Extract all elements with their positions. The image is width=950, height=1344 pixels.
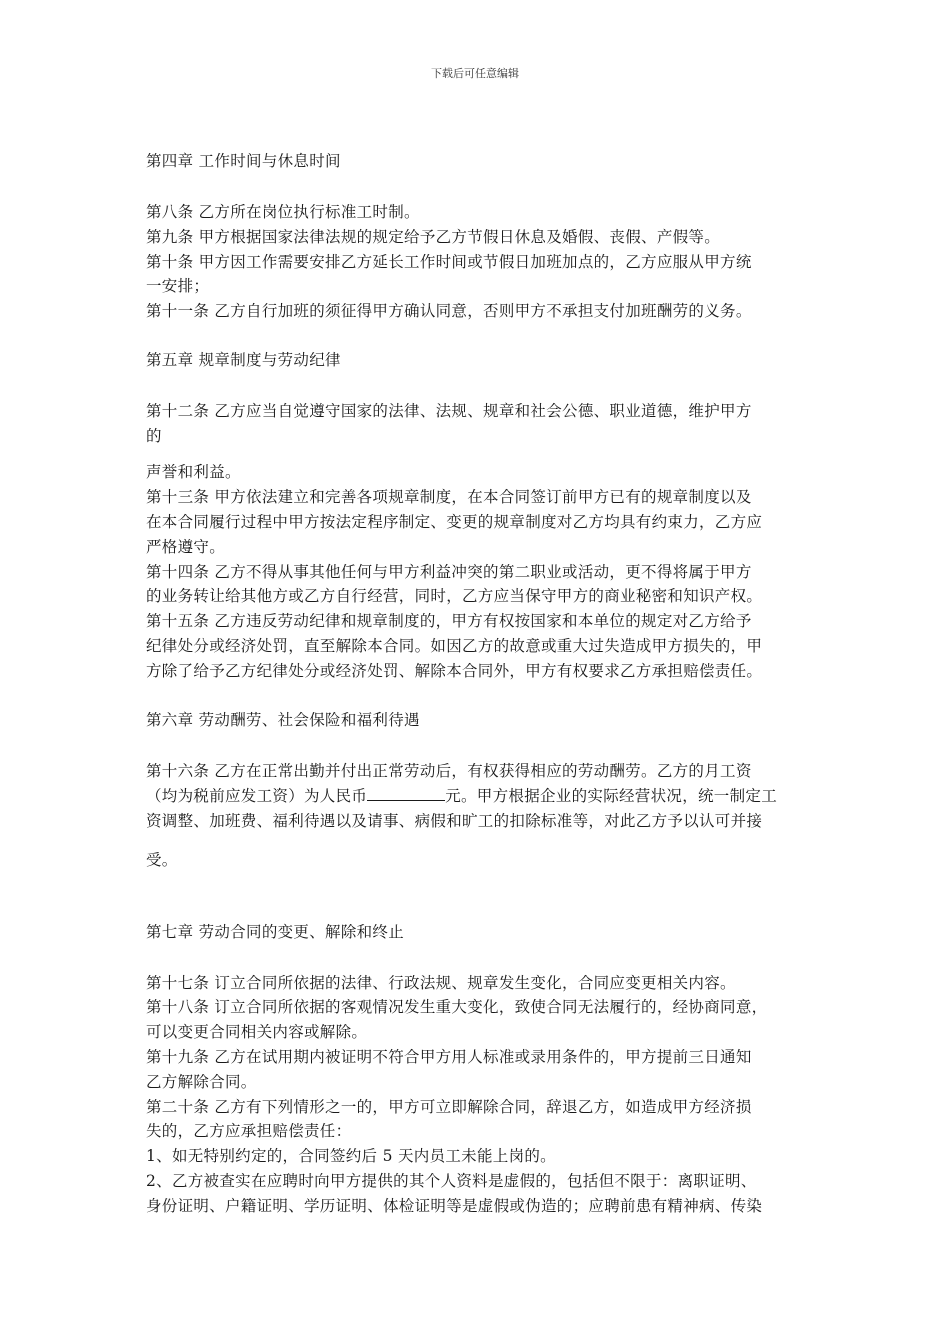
article-12-line-1: 第十二条 乙方应当自觉遵守国家的法律、法规、规章和社会公德、职业道德，维护甲方 <box>146 402 752 420</box>
article-13-line-2: 在本合同履行过程中甲方按法定程序制定、变更的规章制度对乙方均具有约束力，乙方应 <box>146 513 763 531</box>
article-13-line-3: 严格遵守。 <box>146 538 226 556</box>
article-16-line-1: 第十六条 乙方在正常出勤并付出正常劳动后，有权获得相应的劳动酬劳。乙方的月工资 <box>146 762 752 780</box>
article-12-line-2: 的 <box>146 427 162 445</box>
list-item-1: 1、如无特别约定的，合同签约后 5 天内员工未能上岗的。 <box>146 1147 556 1165</box>
article-12-line-3: 声誉和利益。 <box>146 463 241 481</box>
article-14-line-2: 的业务转让给其他方或乙方自行经营，同时，乙方应当保守甲方的商业秘密和知识产权。 <box>146 587 763 605</box>
article-16-line-2-prefix: （均为税前应发工资）为人民币 <box>146 787 368 805</box>
article-18-line-2: 可以变更合同相关内容或解除。 <box>146 1023 368 1041</box>
list-item-2-line-1: 2、乙方被查实在应聘时向甲方提供的其个人资料是虚假的，包括但不限于：离职证明、 <box>146 1172 757 1190</box>
article-18-line-1: 第十八条 订立合同所依据的客观情况发生重大变化，致使合同无法履行的，经协商同意， <box>146 998 768 1016</box>
chapter-7-title: 第七章 劳动合同的变更、解除和终止 <box>146 923 405 941</box>
article-16-line-3: 资调整、加班费、福利待遇以及请事、病假和旷工的扣除标准等，对此乙方予以认可并接 <box>146 812 763 830</box>
article-13-line-1: 第十三条 甲方依法建立和完善各项规章制度，在本合同签订前甲方已有的规章制度以及 <box>146 488 752 506</box>
chapter-6-title: 第六章 劳动酬劳、社会保险和福利待遇 <box>146 711 420 729</box>
salary-amount-blank <box>367 786 445 801</box>
article-17: 第十七条 订立合同所依据的法律、行政法规、规章发生变化，合同应变更相关内容。 <box>146 974 736 992</box>
article-9: 第九条 甲方根据国家法律法规的规定给予乙方节假日休息及婚假、丧假、产假等。 <box>146 228 721 246</box>
list-item-2-line-2: 身份证明、户籍证明、学历证明、体检证明等是虚假或伪造的；应聘前患有精神病、传染 <box>146 1197 763 1215</box>
article-19-line-1: 第十九条 乙方在试用期内被证明不符合甲方用人标准或录用条件的，甲方提前三日通知 <box>146 1048 752 1066</box>
article-15-line-1: 第十五条 乙方违反劳动纪律和规章制度的，甲方有权按国家和本单位的规定对乙方给予 <box>146 612 752 630</box>
article-14-line-1: 第十四条 乙方不得从事其他任何与甲方利益冲突的第二职业或活动，更不得将属于甲方 <box>146 563 752 581</box>
article-20-line-1: 第二十条 乙方有下列情形之一的，甲方可立即解除合同，辞退乙方，如造成甲方经济损 <box>146 1098 752 1116</box>
article-19-line-2: 乙方解除合同。 <box>146 1073 257 1091</box>
page-header: 下载后可任意编辑 <box>431 67 519 80</box>
article-10-line-2: 一安排； <box>146 277 210 295</box>
article-16-line-2 <box>146 786 777 806</box>
article-20-line-2: 失的，乙方应承担赔偿责任： <box>146 1122 352 1140</box>
chapter-5-title: 第五章 规章制度与劳动纪律 <box>146 351 341 369</box>
chapter-4-title: 第四章 工作时间与休息时间 <box>146 152 341 170</box>
article-16-line-4: 受。 <box>146 851 178 869</box>
article-16-line-2-suffix: 元。甲方根据企业的实际经营状况，统一制定工 <box>445 787 778 805</box>
article-11: 第十一条 乙方自行加班的须征得甲方确认同意，否则甲方不承担支付加班酬劳的义务。 <box>146 302 752 320</box>
article-8: 第八条 乙方所在岗位执行标准工时制。 <box>146 203 420 221</box>
article-15-line-2: 纪律处分或经济处罚，直至解除本合同。如因乙方的故意或重大过失造成甲方损失的，甲 <box>146 637 763 655</box>
article-10-line-1: 第十条 甲方因工作需要安排乙方延长工作时间或节假日加班加点的，乙方应服从甲方统 <box>146 253 752 271</box>
article-15-line-3: 方除了给予乙方纪律处分或经济处罚、解除本合同外，甲方有权要求乙方承担赔偿责任。 <box>146 662 763 680</box>
